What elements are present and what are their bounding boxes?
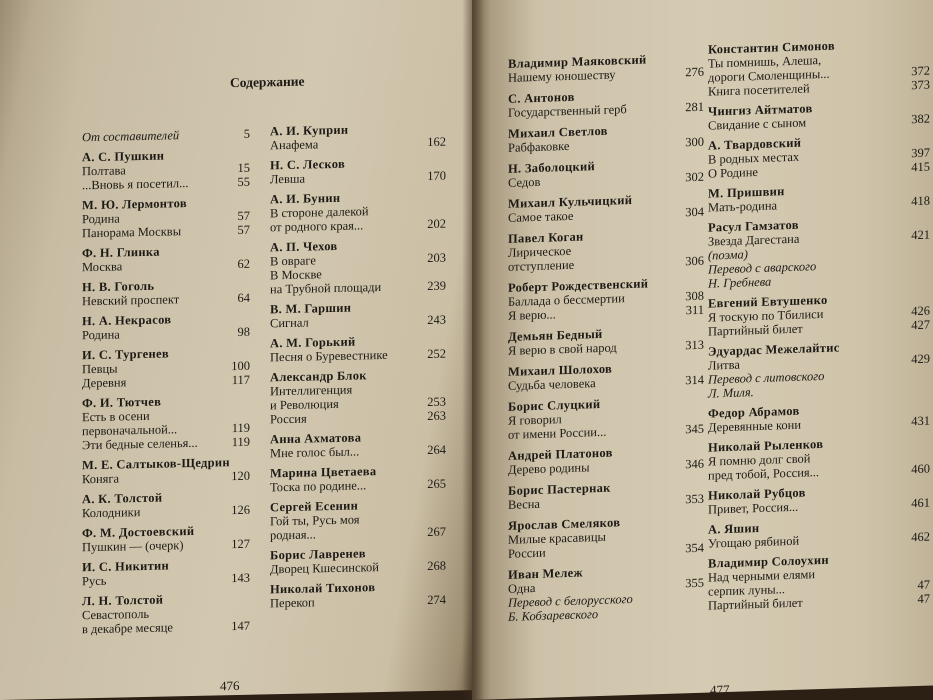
toc-entry — [708, 482, 930, 517]
author-name: Анна Ахматова — [270, 430, 362, 447]
work-title: Лирическое — [508, 243, 572, 260]
toc-line — [82, 571, 250, 589]
page-ref: 47 — [917, 577, 930, 592]
work-title: Полтава — [82, 163, 126, 179]
work-title: Мне голос был... — [270, 444, 360, 461]
toc-entry — [82, 523, 250, 555]
work-title: Русь — [82, 573, 107, 589]
toc-line — [82, 127, 250, 145]
toc-entry — [508, 156, 704, 190]
page-ref: 429 — [911, 351, 930, 367]
author-name: Николай Рыленков — [708, 436, 824, 455]
page-ref: 264 — [427, 442, 446, 458]
work-title: Дерево родины — [508, 460, 590, 477]
author-name: Ф. И. Тютчев — [82, 394, 162, 411]
toc-entry — [508, 562, 704, 624]
work-title: пред тобой, Россия... — [708, 465, 820, 483]
toc-column-left-2 — [270, 121, 446, 617]
work-title: Москва — [82, 259, 123, 275]
toc-entry — [708, 132, 930, 181]
page-ref: 263 — [427, 408, 446, 424]
page-ref: 418 — [911, 193, 930, 209]
work-title: родная... — [270, 527, 316, 543]
page-ref: 203 — [427, 250, 446, 266]
toc-line — [82, 175, 250, 193]
toc-line — [270, 279, 446, 297]
toc-line — [270, 477, 446, 495]
work-title: Звезда Дагестана — [708, 231, 800, 249]
author-name: А. С. Пушкин — [82, 148, 165, 165]
toc-entry — [82, 127, 250, 145]
toc-line — [82, 503, 250, 521]
work-title: Судьба человека — [508, 376, 596, 393]
page-ref: 462 — [911, 529, 930, 545]
toc-entry — [708, 400, 930, 435]
author-name: Михаил Шолохов — [508, 361, 613, 379]
toc-entry — [270, 155, 446, 187]
work-title: Невский проспект — [82, 292, 180, 309]
author-name: Павел Коган — [508, 229, 584, 246]
page-ref: 354 — [685, 540, 704, 556]
toc-entry — [508, 394, 704, 442]
page-ref: 119 — [231, 434, 250, 450]
toc-entry — [708, 180, 930, 215]
toc-line — [270, 169, 446, 187]
author-name: Чингиз Айтматов — [708, 101, 813, 119]
work-title: Самое такое — [508, 208, 574, 225]
author-name: Ф. М. Достоевский — [82, 523, 195, 541]
page-ref: 117 — [231, 372, 250, 388]
author-name: Иван Мележ — [508, 565, 583, 582]
author-name: Л. Н. Толстой — [82, 592, 164, 609]
work-title: Я верю в свой народ — [508, 340, 617, 358]
page-ref: 126 — [231, 502, 250, 518]
page-ref: 127 — [231, 536, 250, 552]
page-ref: 265 — [427, 476, 446, 492]
work-title: Л. Миля. — [708, 385, 754, 401]
page-number-left: 476 — [220, 677, 240, 694]
author-name: Борис Пастернак — [508, 480, 611, 498]
author-name: А. И. Бунин — [270, 190, 341, 207]
contents-heading: Содержание — [230, 73, 305, 91]
page-ref: 427 — [911, 317, 930, 333]
work-title: Перевод с белорусского — [508, 591, 633, 610]
toc-column-right-1 — [508, 51, 704, 631]
work-title: Я помню долг свой — [708, 451, 811, 469]
work-title: Перевод с аварского — [708, 259, 817, 277]
author-name: Сергей Есенин — [270, 498, 359, 515]
toc-entry — [270, 237, 446, 297]
author-name: Александр Блок — [270, 368, 367, 385]
work-title: Левша — [270, 171, 306, 187]
toc-entry — [508, 324, 704, 358]
work-title: Деревянные кони — [708, 417, 802, 435]
work-title: Анафема — [270, 137, 319, 153]
work-title: В стороне далекой — [270, 204, 369, 221]
toc-entry — [508, 443, 704, 477]
toc-entry — [270, 367, 446, 427]
toc-entry — [270, 429, 446, 461]
work-title: Рабфаковке — [508, 138, 570, 155]
page-ref: 276 — [685, 64, 704, 80]
toc-entry — [82, 311, 250, 343]
author-name: Расул Гамзатов — [708, 217, 799, 235]
toc-entry — [270, 497, 446, 543]
toc-entry — [82, 455, 250, 487]
author-name: Марина Цветаева — [270, 464, 377, 481]
author-name: Владимир Маяковский — [508, 52, 647, 71]
page-ref: 431 — [911, 413, 930, 429]
work-title: на Трубной площади — [270, 280, 382, 297]
work-title: Весна — [508, 496, 540, 512]
toc-entry — [508, 226, 704, 274]
work-title: Певцы — [82, 361, 118, 377]
work-title: Перекоп — [270, 595, 315, 611]
author-name: М. Е. Салтыков-Щедрин — [82, 455, 230, 473]
toc-entry — [508, 51, 704, 85]
author-name: Владимир Солоухин — [708, 552, 829, 571]
toc-entry — [270, 189, 446, 235]
work-title: Литва — [708, 357, 740, 373]
toc-line — [82, 435, 250, 453]
work-title: от имени России... — [508, 424, 607, 442]
toc-line — [82, 469, 250, 487]
page-ref: 268 — [427, 558, 446, 574]
author-name: А. П. Чехов — [270, 238, 338, 255]
work-title: ...Вновь я посетил... — [82, 176, 189, 193]
work-title: Ты помнишь, Алеша, — [708, 53, 822, 71]
toc-entry — [82, 277, 250, 309]
work-title: серпик луны... — [708, 582, 786, 599]
page-ref: 55 — [237, 174, 250, 190]
author-name: Н. А. Некрасов — [82, 312, 172, 329]
page-ref: 313 — [685, 337, 704, 353]
toc-line — [82, 373, 250, 391]
page-ref: 62 — [237, 256, 250, 272]
author-name: А. И. Куприн — [270, 122, 349, 139]
toc-entry — [82, 591, 250, 637]
work-title: дороги Смоленщины... — [708, 66, 830, 85]
toc-line — [270, 217, 446, 235]
toc-entry — [270, 333, 446, 365]
page-ref: 306 — [685, 253, 704, 269]
page-ref: 461 — [911, 495, 930, 511]
work-title: Привет, Россия... — [708, 499, 799, 517]
page-ref: 143 — [231, 570, 250, 586]
toc-entry — [708, 550, 930, 613]
author-name: И. С. Никитин — [82, 558, 170, 575]
toc-column-right-2 — [708, 36, 930, 619]
author-name: Ярослав Смеляков — [508, 515, 621, 533]
toc-entry — [82, 195, 250, 241]
page-ref: 421 — [911, 227, 930, 243]
page-ref: 202 — [427, 216, 446, 232]
toc-entry — [508, 121, 704, 155]
work-title: Государственный герб — [508, 102, 627, 120]
page-ref: 372 — [911, 63, 930, 79]
page-ref: 57 — [237, 222, 250, 238]
work-title: Милые красавицы — [508, 529, 606, 547]
author-name: С. Антонов — [508, 89, 575, 106]
author-name: А. К. Толстой — [82, 490, 163, 507]
author-name: Константин Симонов — [708, 38, 835, 57]
work-title: в декабре месяце — [82, 620, 173, 637]
author-name: Демьян Бедный — [508, 326, 603, 344]
toc-entry — [708, 434, 930, 483]
work-title: Я верю... — [508, 307, 556, 323]
page-ref: 120 — [231, 468, 250, 484]
work-title: Одна — [508, 581, 536, 596]
toc-entry — [270, 299, 446, 331]
work-title: В овраге — [270, 253, 316, 269]
work-title: Интеллигенция — [270, 382, 353, 399]
work-title: Свидание с сыном — [708, 115, 807, 133]
author-name: А. Твардовский — [708, 135, 802, 153]
toc-column-left-1 — [82, 127, 250, 643]
work-title: Седов — [508, 174, 541, 190]
toc-line — [270, 593, 446, 611]
toc-line — [82, 325, 250, 343]
work-title: Б. Кобзаревского — [508, 607, 599, 624]
author-name: Роберт Рождественский — [508, 276, 649, 295]
page-ref: 353 — [685, 491, 704, 507]
work-title: и Революция — [270, 396, 339, 413]
page-ref: 5 — [243, 126, 250, 141]
author-name: В. М. Гаршин — [270, 300, 352, 317]
toc-line — [82, 223, 250, 241]
toc-entry — [508, 275, 704, 323]
work-title: Панорама Москвы — [82, 224, 182, 241]
work-title: Есть в осени — [82, 408, 150, 425]
work-title: Партийный билет — [708, 595, 803, 613]
toc-entry — [508, 359, 704, 393]
page-ref: 57 — [237, 208, 250, 224]
work-title: Н. Гребнева — [708, 274, 772, 291]
work-title: от родного края... — [270, 218, 364, 235]
page-ref: 15 — [237, 160, 250, 176]
toc-entry — [82, 557, 250, 589]
toc-entry — [270, 579, 446, 611]
toc-entry — [708, 214, 930, 291]
page-ref: 397 — [911, 145, 930, 161]
toc-line — [270, 347, 446, 365]
work-title: В Москве — [270, 267, 322, 283]
work-title: Баллада о бессмертии — [508, 291, 625, 309]
toc-entry — [82, 147, 250, 193]
toc-entry — [708, 290, 930, 339]
toc-entry — [82, 345, 250, 391]
author-name: Н. Заболоцкий — [508, 159, 595, 176]
toc-line — [270, 409, 446, 427]
page-ref: 253 — [427, 394, 446, 410]
toc-entry — [708, 338, 930, 401]
page-ref: 274 — [427, 592, 446, 608]
author-name: Николай Рубцов — [708, 485, 806, 503]
author-name: Андрей Платонов — [508, 445, 613, 463]
toc-line — [82, 619, 250, 637]
page-ref: 345 — [685, 421, 704, 437]
toc-line — [270, 443, 446, 461]
page-ref: 100 — [231, 358, 250, 374]
page-ref: 147 — [231, 618, 250, 634]
author-name: А. М. Горький — [270, 334, 356, 351]
author-name: М. Ю. Лермонтов — [82, 196, 187, 213]
work-title: Россия — [270, 411, 307, 427]
toc-entry — [82, 489, 250, 521]
author-name: Михаил Светлов — [508, 123, 608, 141]
work-title: (поэма) — [708, 247, 748, 263]
work-title: Колодники — [82, 505, 141, 521]
page-ref: 302 — [685, 169, 704, 185]
toc-line — [270, 559, 446, 577]
work-title: Партийный билет — [708, 321, 803, 339]
work-title: Песня о Буревестнике — [270, 347, 388, 365]
page-ref: 382 — [911, 111, 930, 127]
author-name: Борис Слуцкий — [508, 396, 601, 414]
toc-line — [270, 135, 446, 153]
page-ref: 98 — [237, 324, 250, 340]
toc-entry — [508, 191, 704, 225]
author-name: Н. С. Лесков — [270, 156, 346, 173]
work-title: Эти бедные селенья... — [82, 435, 198, 453]
work-title: Я тоскую по Тбилиси — [708, 306, 824, 325]
toc-entry — [82, 393, 250, 453]
toc-entry — [270, 463, 446, 495]
toc-entry — [82, 243, 250, 275]
page-ref: 243 — [427, 312, 446, 328]
author-name: А. Яшин — [708, 520, 760, 537]
author-name: Федор Абрамов — [708, 403, 800, 421]
page-ref: 119 — [231, 420, 250, 436]
work-title: От составителей — [82, 128, 180, 145]
work-title: Дворец Кшесинской — [270, 560, 379, 577]
toc-entry — [508, 478, 704, 512]
work-title: Севастополь — [82, 606, 150, 623]
author-name: Эдуардас Межелайтис — [708, 340, 840, 359]
page-ref: 252 — [427, 346, 446, 362]
work-title: отступление — [508, 257, 575, 274]
page-ref: 64 — [237, 290, 250, 306]
work-title: Гой ты, Русь моя — [270, 512, 360, 529]
work-title: Коняга — [82, 471, 120, 487]
author-name: Евгений Евтушенко — [708, 292, 828, 311]
page-ref: 346 — [685, 456, 704, 472]
work-title: Родина — [82, 327, 120, 343]
work-title: Я говорил — [508, 412, 562, 428]
author-name: Михаил Кульчицкий — [508, 192, 633, 211]
page-ref: 415 — [911, 159, 930, 175]
author-name: Ф. Н. Глинка — [82, 244, 160, 261]
page-ref: 308 — [685, 288, 704, 304]
work-title: Перевод с литовского — [708, 368, 825, 387]
page-ref: 314 — [685, 372, 704, 388]
work-title: Книга посетителей — [708, 81, 810, 99]
page-ref: 281 — [685, 99, 704, 115]
work-title: Угощаю рябиной — [708, 533, 800, 551]
work-title: Тоска по родине... — [270, 478, 367, 495]
work-title: Над черными елями — [708, 567, 816, 585]
page-ref: 373 — [911, 77, 930, 93]
work-title: первоначальной... — [82, 422, 178, 439]
toc-entry — [508, 86, 704, 120]
work-title: Родина — [82, 211, 120, 227]
page-ref: 47 — [917, 591, 930, 606]
work-title: Деревня — [82, 375, 127, 391]
author-name: Н. В. Гоголь — [82, 278, 155, 295]
author-name: Борис Лавренев — [270, 546, 366, 563]
toc-line — [82, 291, 250, 309]
page-number-right: 477 — [710, 681, 730, 698]
work-title: Мать-родина — [708, 198, 778, 215]
work-title: Нашему юношеству — [508, 67, 616, 85]
page-ref: 162 — [427, 134, 446, 150]
page-ref: 460 — [911, 461, 930, 477]
page-ref: 300 — [685, 134, 704, 150]
author-name: М. Пришвин — [708, 184, 785, 201]
work-title: Сигнал — [270, 315, 309, 331]
author-name: Николай Тихонов — [270, 580, 376, 597]
page-ref: 304 — [685, 204, 704, 220]
toc-line — [270, 525, 446, 543]
right-page — [472, 0, 933, 700]
work-title: О Родине — [708, 165, 758, 181]
toc-entry — [708, 98, 930, 133]
toc-line — [270, 313, 446, 331]
work-title: Пушкин — (очерк) — [82, 538, 184, 555]
toc-entry — [270, 545, 446, 577]
page-ref: 267 — [427, 524, 446, 540]
toc-line — [82, 257, 250, 275]
author-name: И. С. Тургенев — [82, 346, 169, 363]
work-title: В родных местах — [708, 149, 800, 167]
toc-line — [82, 537, 250, 555]
page-ref: 239 — [427, 278, 446, 294]
page-ref: 170 — [427, 168, 446, 184]
toc-entry — [270, 121, 446, 153]
toc-entry — [708, 36, 930, 99]
page-ref: 311 — [685, 302, 704, 318]
page-ref: 355 — [685, 575, 704, 591]
toc-entry — [708, 516, 930, 551]
page-ref: 426 — [911, 303, 930, 319]
work-title: России — [508, 545, 546, 561]
toc-entry — [508, 513, 704, 561]
